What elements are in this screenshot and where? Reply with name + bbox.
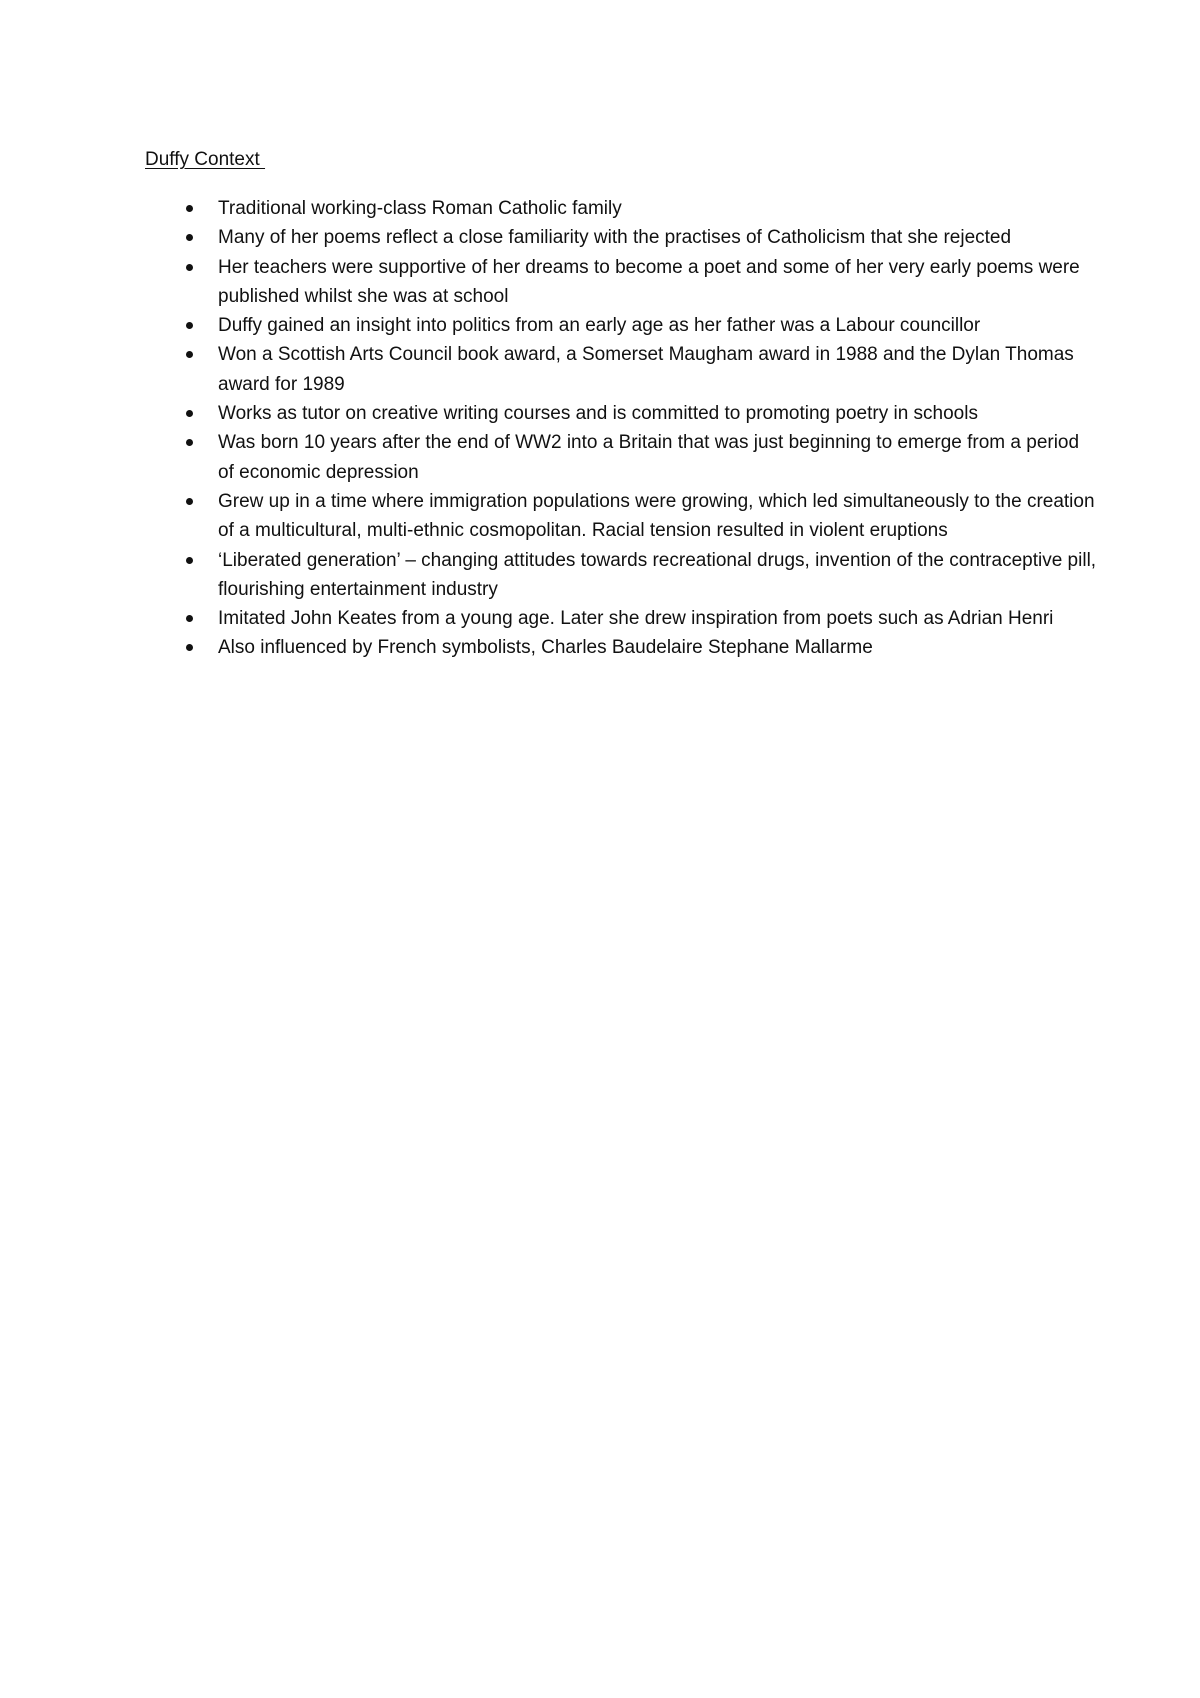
list-item: Was born 10 years after the end of WW2 into a Britain that was just beginning to emerge from a period of economic depression — [218, 428, 1098, 487]
list-item: Works as tutor on creative writing courses and is committed to promoting poetry in schools — [218, 399, 1098, 428]
document-title: Duffy Context — [145, 149, 266, 170]
list-item: Won a Scottish Arts Council book award, a Somerset Maugham award in 1988 and the Dylan Thomas award for 1989 — [218, 340, 1098, 399]
list-item: Traditional working-class Roman Catholic family — [218, 194, 1098, 223]
list-item: ‘Liberated generation’ – changing attitudes towards recreational drugs, invention of the contraceptive pill, flourishing entertainment industry — [218, 546, 1098, 605]
list-item: Her teachers were supportive of her dreams to become a poet and some of her very early poems were published whilst she was at school — [218, 253, 1098, 312]
list-item: Duffy gained an insight into politics from an early age as her father was a Labour councillor — [218, 311, 1098, 340]
list-item: Many of her poems reflect a close familiarity with the practises of Catholicism that she rejected — [218, 223, 1098, 252]
list-item: Imitated John Keates from a young age. Later she drew inspiration from poets such as Adrian Henri — [218, 604, 1098, 633]
context-bullet-list — [186, 194, 1098, 663]
list-item: Also influenced by French symbolists, Charles Baudelaire Stephane Mallarme — [218, 633, 1098, 662]
list-item: Grew up in a time where immigration populations were growing, which led simultaneously to the creation of a multicultural, multi-ethnic cosmopolitan. Racial tension resulted in violent eruptions — [218, 487, 1098, 546]
